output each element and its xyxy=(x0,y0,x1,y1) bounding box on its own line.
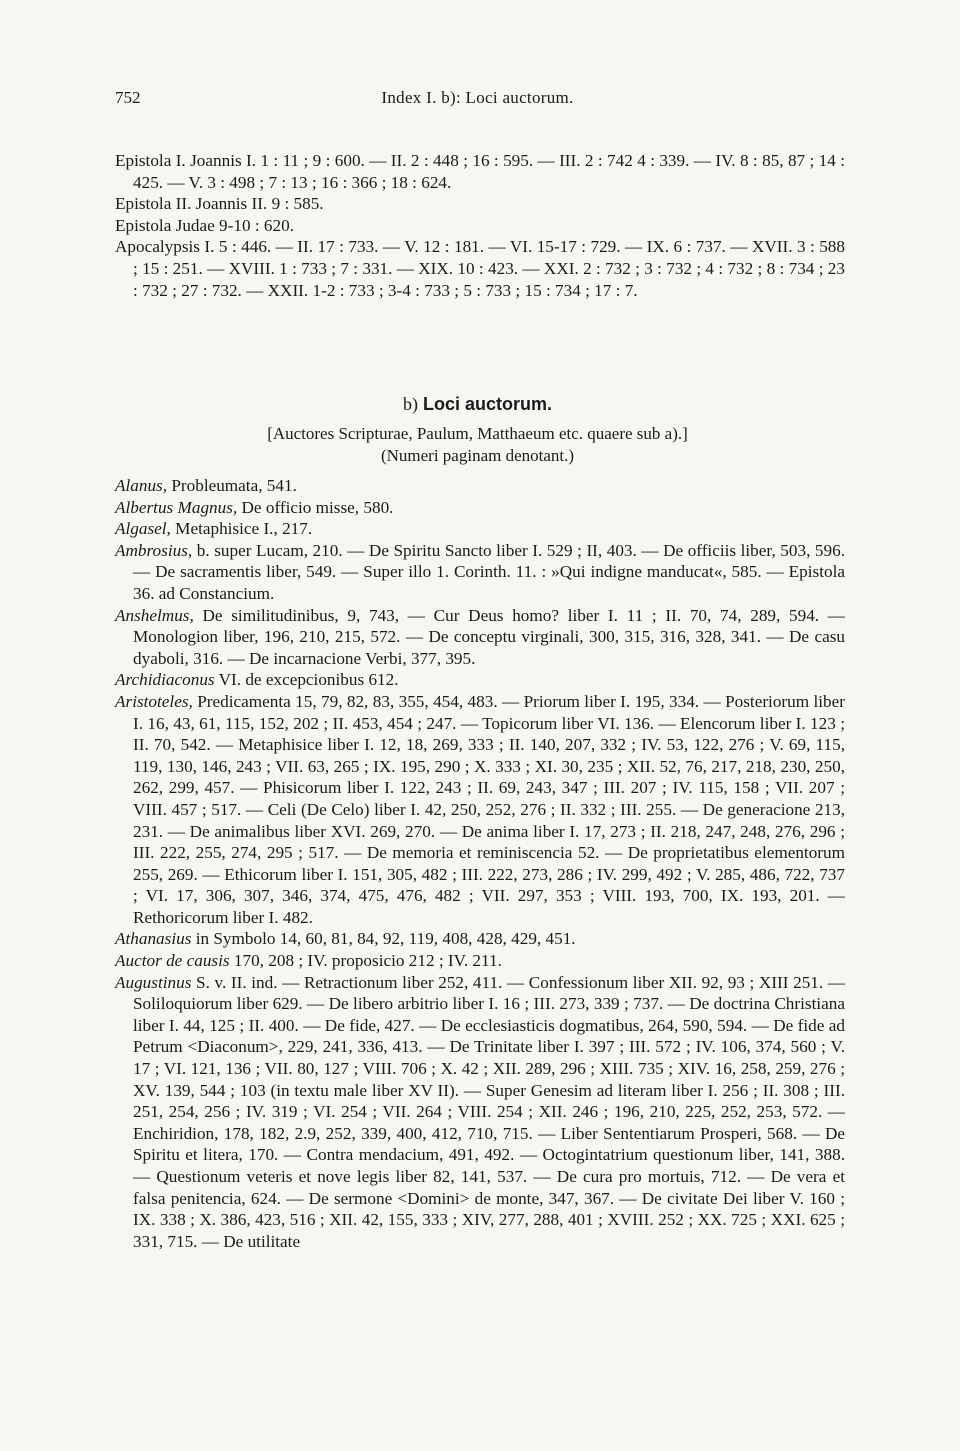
index-entry xyxy=(115,950,845,972)
author-name: Augustinus xyxy=(115,972,192,992)
author-name: Auctor de causis xyxy=(115,951,230,971)
index-entry xyxy=(115,691,845,929)
entry-text: in Symbolo 14, 60, 81, 84, 92, 119, 408, 428, 429, 451. xyxy=(191,929,576,949)
index-entry: Epistola I. Joannis I. 1 : 11 ; 9 : 600. — II. 2 : 448 ; 16 : 595. — III. 2 : 742 4 : 339. — IV. 8 : 85, 87 ; 14 : 425. — V. 3 : 498 ; 7 : 13 ; 16 : 366 ; 18 : 624. xyxy=(115,151,845,192)
entry-text: Probleumata, 541. xyxy=(167,476,297,495)
page-number: 752 xyxy=(115,88,141,107)
index-entry: Epistola II. Joannis II. 9 : 585. xyxy=(115,194,324,214)
index-entry xyxy=(115,518,845,540)
index-entry xyxy=(115,540,845,605)
entry-text: Predicamenta 15, 79, 82, 83, 355, 454, 483. — Priorum liber I. 195, 334. — Posteriorum liber I. 16, 43, 61, 115, 152, 202 ; II. 453, 454 ; 247. — Topicorum liber VI. 136. — Elencorum liber I. 123 ; II. 70, 542. — Metaphisice liber I. 12, 18, 269, 333 ; II. 140, 207, 332 ; IV. 53, 122, 276 ; V. 69, 115, 119, 130, 146, 243 ; VII. 63, 265 ; IX. 195, 290 ; X. 333 ; XI. 30, 235 ; XII. 52, 76, 217, 218, 230, 250, 262, 299, 457. — Phisicorum liber I. 122, 243 ; II. 69, 243, 347 ; III. 207 ; IV. 115, 158 ; VII. 207 ; VIII. 457 ; 517. — Celi (De Celo) liber I. 42, 250, 252, 276 ; II. 332 ; III. 255. — De generacione 213, 231. — De animalibus liber XVI. 269, 270. — De anima liber I. 17, 273 ; II. 218, 247, 248, 276, 296 ; III. 222, 255, 274, 295 ; 517. — De memoria et reminiscencia 52. — De proprietatibus elementorum 255, 269. — Ethicorum liber I. 151, 305, 482 ; III. 222, 273, 286 ; IV. 299, 492 ; V. 285, 486, 722, 737 ; VI. 17, 306, 307, 346, 374, 475, 476, 482 ; VII. 297, 353 ; VIII. 193, 700, IX. 193, 201. — Rethoricorum liber I. 482. xyxy=(133,691,845,927)
author-name: Archidiaconus xyxy=(115,670,215,690)
index-entry xyxy=(115,669,845,691)
index-entry xyxy=(115,497,845,519)
index-entry xyxy=(115,605,845,670)
page-header xyxy=(115,88,840,112)
section-note: (Numeri paginam denotant.) xyxy=(380,446,575,465)
entry-text: 170, 208 ; IV. proposicio 212 ; IV. 211. xyxy=(229,951,502,971)
entry-text: b. super Lucam, 210. — De Spiritu Sancto liber I. 529 ; II, 403. — De officiis liber, 503, 596. — De sacramentis liber, 549. — Super illo 1. Corinth. 11. : »Qui indigne manducat«, 585. — Epistola 36. ad Constancium. xyxy=(133,540,845,603)
author-name: Algasel, xyxy=(115,519,171,539)
section-note: [Auctores Scripturae, Paulum, Matthaeum etc. quaere sub a).] xyxy=(267,424,688,443)
author-name: Alanus, xyxy=(115,476,168,495)
entry-text: Metaphisice I., 217. xyxy=(170,519,313,539)
section-label: b) xyxy=(402,394,418,414)
authors-index xyxy=(115,475,845,1252)
index-entry xyxy=(115,475,845,497)
author-name: Ambrosius, xyxy=(115,540,193,560)
author-name: Aristoteles, xyxy=(115,691,193,711)
index-entry xyxy=(115,972,845,1253)
index-entry xyxy=(115,928,845,950)
entry-text: S. v. II. ind. — Retractionum liber 252, 411. — Confessionum liber XII. 92, 93 ; XIII 251. — Soliloquiorum liber 629. — De libero arbitrio liber I. 16 ; III. 273, 339 ; 737. — De doctrina Christiana liber I. 44, 125 ; II. 400. — De fide, 427. — De ecclesiasticis dogmatibus, 264, 590, 594. — De fide ad Petrum <Diaconum>, 229, 241, 336, 413. — De Trinitate liber I. 397 ; III. 572 ; IV. 106, 374, 560 ; V. 17 ; VI. 121, 136 ; VII. 80, 127 ; VIII. 706 ; X. 42 ; XII. 289, 296 ; XIII. 735 ; XIV. 16, 258, 259, 276 ; XV. 139, 544 ; 103 (in textu male liber XV II). — Super Genesim ad literam liber I. 256 ; II. 308 ; III. 251, 254, 256 ; IV. 319 ; VI. 254 ; VII. 264 ; VIII. 254 ; XII. 246 ; 196, 210, 225, 252, 253, 572. — Enchiridion, 178, 182, 2.9, 252, 339, 400, 412, 710, 715. — Liber Sententiarum Prosperi, 568. — De Spiritu et litera, 170. — Contra mendacium, 491, 492. — Octogintatrium questionum liber, 141, 388. — Questionum veteris et nove legis liber 82, 141, 537. — De cura pro mortuis, 712. — De vera et falsa penitencia, 624. — De sermone <Domini> de monte, 347, 367. — De civitate Dei liber V. 160 ; IX. 338 ; X. 386, 423, 516 ; XII. 42, 155, 333 ; XIV, 277, 288, 401 ; XVIII. 252 ; XX. 725 ; XXI. 625 ; 331, 715. — De utilitate xyxy=(133,972,845,1251)
section-heading-block xyxy=(115,393,840,467)
entry-text: De officio misse, 580. xyxy=(237,497,394,517)
index-entry: Epistola Judae 9-10 : 620. xyxy=(115,215,295,235)
scripture-index-continuation xyxy=(115,150,845,301)
section-heading xyxy=(115,393,840,415)
index-entry: Apocalypsis I. 5 : 446. — II. 17 : 733. — V. 12 : 181. — VI. 15-17 : 729. — IX. 6 : 737. — XVII. 3 : 588 ; 15 : 251. — XVIII. 1 : 733 ; 7 : 331. — XIX. 10 : 423. — XXI. 2 : 732 ; 3 : 732 ; 4 : 732 ; 8 : 734 ; 23 : 732 ; 27 : 732. — XXII. 1-2 : 733 ; 3-4 : 733 ; 5 : 733 ; 15 : 734 ; 17 : 7. xyxy=(115,237,845,300)
author-name: Anshelmus, xyxy=(115,605,194,625)
running-title: Index I. b): Loci auctorum. xyxy=(381,88,574,107)
entry-text: De similitudinibus, 9, 743, — Cur Deus homo? liber I. 11 ; II. 70, 74, 289, 594. — Monologion liber, 196, 210, 215, 572. — De conceptu virginali, 300, 315, 316, 328, 341. — De casu dyaboli, 316. — De incarnacione Verbi, 377, 395. xyxy=(133,605,845,668)
entry-text: VI. de excepcionibus 612. xyxy=(214,670,399,690)
section-title: Loci auctorum. xyxy=(423,394,553,414)
author-name: Athanasius xyxy=(115,929,192,949)
author-name: Albertus Magnus, xyxy=(115,497,238,517)
